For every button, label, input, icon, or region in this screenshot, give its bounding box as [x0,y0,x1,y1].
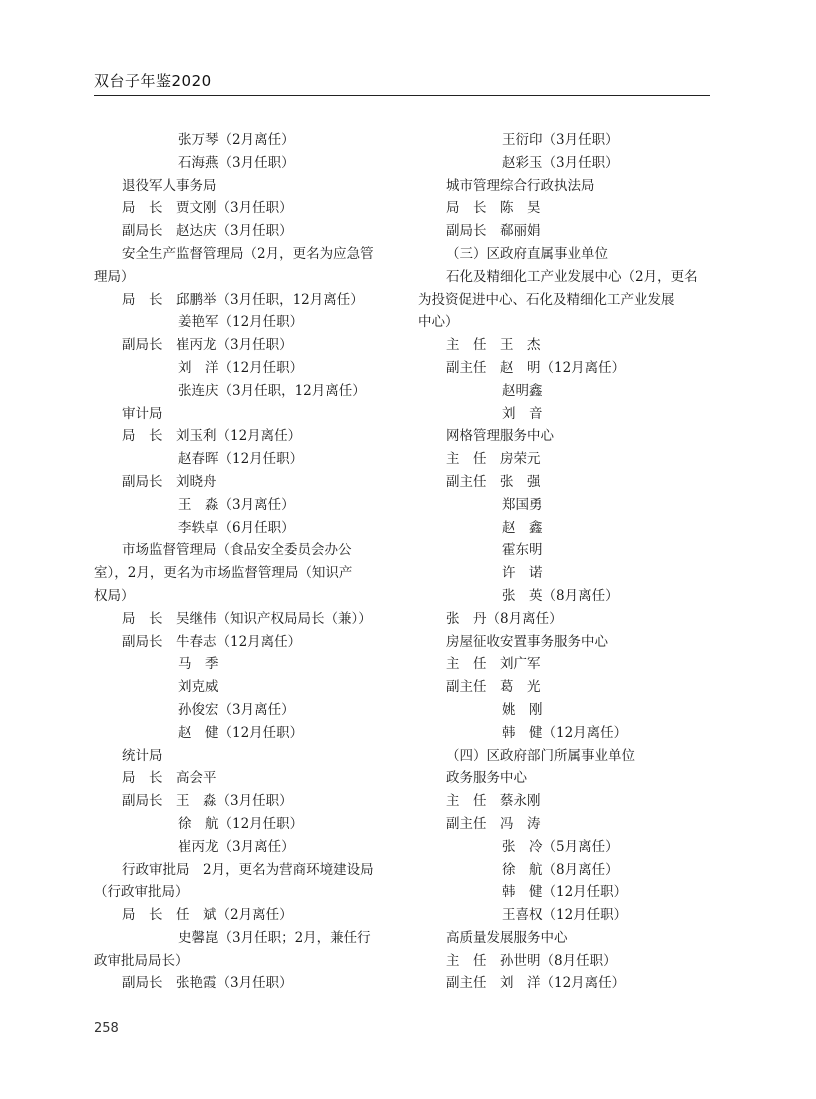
text-line: 政审批局局长） [94,952,189,969]
text-line: 审计局 [122,405,163,422]
text-line: 中心） [418,314,459,331]
text-line: 徐 航（8月离任） [502,861,619,878]
text-line: 张 英（8月离任） [502,587,619,604]
text-line: 石化及精细化工产业发展中心（2月，更名 [446,268,698,285]
text-line: 市场监督管理局（食品安全委员会办公 [122,542,352,559]
text-line: 赵彩玉（3月任职） [502,154,619,171]
text-line: 徐 航（12月任职） [178,815,304,832]
text-line: 马 季 [178,656,219,673]
text-line: 局 长 任 斌（2月离任） [122,907,293,924]
text-line: 为投资促进中心、石化及精细化工产业发展 [418,291,675,308]
text-line: 副局长 王 淼（3月任职） [122,793,293,810]
text-line: 姜艳军（12月任职） [178,314,304,331]
text-line: 副主任 葛 光 [446,679,541,696]
right-column [418,129,714,995]
text-line: 城市管理综合行政执法局 [446,177,595,194]
text-line: 赵春晖（12月任职） [178,451,304,468]
text-line: 副主任 刘 洋（12月离任） [446,975,626,992]
text-line: 史馨崑（3月任职；2月，兼任行 [178,929,371,946]
text-line: 理局） [94,268,135,285]
text-line: 姚 刚 [502,701,543,718]
text-line: （四）区政府部门所属事业单位 [446,747,635,764]
text-line: 赵明鑫 [502,382,543,399]
text-line: 副局长 赵达庆（3月任职） [122,223,293,240]
text-line: 高质量发展服务中心 [446,929,568,946]
text-line: 张万琴（2月离任） [178,132,295,148]
text-line: 安全生产监督管理局（2月，更名为应急管 [122,245,374,262]
text-line: 主 任 房荣元 [446,451,541,468]
text-line: 统计局 [122,747,163,764]
text-line: 局 长 贾文刚（3月任职） [122,200,293,217]
text-line: 房屋征收安置事务服务中心 [446,633,608,650]
left-column [94,129,390,995]
text-line: 主 任 蔡永刚 [446,793,541,810]
text-line: 赵 鑫 [502,519,543,536]
text-line: 石海燕（3月任职） [178,154,295,171]
text-line: 副主任 赵 明（12月离任） [446,359,626,376]
text-line: 主 任 王 杰 [446,337,541,354]
text-line: 王喜权（12月任职） [502,907,628,924]
text-line: 霍东明 [502,542,543,559]
text-line: 局 长 刘玉利（12月离任） [122,428,302,445]
text-line: 行政审批局 2月，更名为营商环境建设局 [122,861,374,878]
text-line: 张连庆（3月任职，12月离任） [178,382,366,399]
text-line: 室），2月，更名为市场监督管理局（知识产 [94,565,353,582]
text-line: 局 长 吴继伟（知识产权局局长（兼）） [122,610,372,627]
text-line: （行政审批局） [94,884,189,901]
text-line: 副主任 张 强 [446,473,541,490]
text-line: 刘 音 [502,405,543,422]
text-line: 副局长 郗丽娟 [446,223,541,240]
text-line: 副主任 冯 涛 [446,815,541,832]
page-number: 258 [94,1021,119,1036]
text-line: 政务服务中心 [446,770,527,787]
header-divider [94,95,710,96]
text-line: 孙俊宏（3月离任） [178,701,295,718]
text-line: （三）区政府直属事业单位 [446,245,608,262]
text-line: 张 丹（8月离任） [446,610,563,627]
text-line: 权局） [94,587,135,604]
text-line: 李轶卓（6月任职） [178,519,295,536]
text-line: 主 任 刘广军 [446,656,541,673]
text-line: 局 长 邱鹏举（3月任职，12月离任） [122,291,364,308]
text-line: 副局长 崔丙龙（3月任职） [122,337,293,354]
text-line: 许 诺 [502,565,543,582]
text-line: 局 长 陈 昊 [446,200,541,217]
text-line: 崔丙龙（3月离任） [178,838,295,855]
text-line: 张 冷（5月离任） [502,838,619,855]
text-line: 退役军人事务局 [122,177,217,194]
text-line: 网格管理服务中心 [446,428,554,445]
text-line: 副局长 牛春志（12月离任） [122,633,302,650]
text-line: 赵 健（12月任职） [178,724,304,741]
text-line: 副局长 刘晓舟 [122,473,217,490]
text-line: 王 淼（3月离任） [178,496,295,513]
text-line: 局 长 高会平 [122,770,217,787]
text-line: 韩 健（12月任职） [502,884,628,901]
text-line: 刘克威 [178,679,219,696]
text-line: 刘 洋（12月任职） [178,359,304,376]
text-line: 王衍印（3月任职） [502,132,619,148]
running-header-title: 双台子年鉴2020 [94,72,212,90]
text-line: 郑国勇 [502,496,543,513]
text-line: 韩 健（12月离任） [502,724,628,741]
text-line: 副局长 张艳霞（3月任职） [122,975,293,992]
text-line: 主 任 孙世明（8月任职） [446,952,617,969]
